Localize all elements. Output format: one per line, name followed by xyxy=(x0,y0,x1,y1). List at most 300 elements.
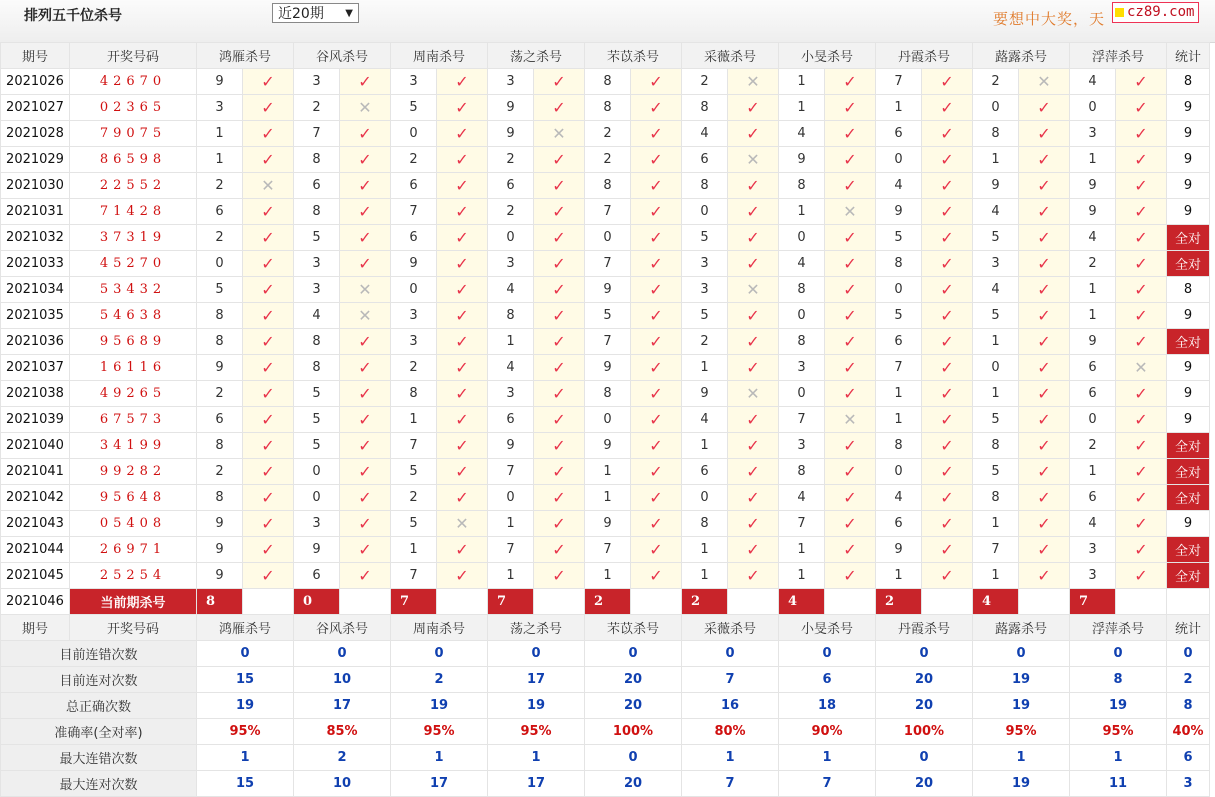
stat-value: 40% xyxy=(1167,719,1210,745)
check-icon: ✓ xyxy=(552,176,566,195)
draw-number-cell xyxy=(70,303,197,329)
check-icon: ✓ xyxy=(1037,176,1051,195)
kill-number: 4 xyxy=(876,173,922,199)
check-icon: ✓ xyxy=(843,436,857,455)
kill-number: 9 xyxy=(391,251,437,277)
result-cell xyxy=(534,563,585,589)
empty-cell xyxy=(534,589,585,615)
check-icon: ✓ xyxy=(843,384,857,403)
kill-number: 1 xyxy=(585,485,631,511)
column-header: 浮萍杀号 xyxy=(1070,615,1167,641)
kill-number: 0 xyxy=(682,199,728,225)
draw-number-cell xyxy=(70,173,197,199)
result-cell xyxy=(631,381,682,407)
period-cell: 2021027 xyxy=(1,95,70,121)
result-cell xyxy=(825,459,876,485)
kill-number: 5 xyxy=(391,95,437,121)
kill-number: 3 xyxy=(488,69,534,95)
stat-value: 3 xyxy=(1167,771,1210,797)
kill-number: 8 xyxy=(197,303,243,329)
result-cell xyxy=(825,563,876,589)
check-icon: ✓ xyxy=(1134,384,1148,403)
result-cell xyxy=(437,537,488,563)
result-cell xyxy=(1116,459,1167,485)
kill-number: 9 xyxy=(488,433,534,459)
table-row xyxy=(1,537,1210,563)
check-icon: ✓ xyxy=(358,150,372,169)
result-cell xyxy=(922,121,973,147)
table-row xyxy=(1,511,1210,537)
kill-number: 0 xyxy=(197,251,243,277)
check-icon: ✓ xyxy=(1037,514,1051,533)
empty-cell xyxy=(922,589,973,615)
kill-number: 1 xyxy=(876,95,922,121)
stat-value: 10 xyxy=(294,771,391,797)
check-icon: ✓ xyxy=(261,436,275,455)
table-row xyxy=(1,355,1210,381)
kill-number: 3 xyxy=(391,303,437,329)
result-cell xyxy=(1116,225,1167,251)
result-cell xyxy=(437,277,488,303)
correct-count-cell: 全对 xyxy=(1167,537,1210,563)
result-cell xyxy=(437,485,488,511)
stat-value: 19 xyxy=(197,693,294,719)
check-icon: ✓ xyxy=(1134,228,1148,247)
result-cell xyxy=(631,95,682,121)
period-cell: 2021034 xyxy=(1,277,70,303)
result-cell xyxy=(1019,459,1070,485)
result-cell xyxy=(340,147,391,173)
stat-value: 16 xyxy=(682,693,779,719)
stat-value: 19 xyxy=(488,693,585,719)
correct-count-cell: 全对 xyxy=(1167,433,1210,459)
draw-number-cell xyxy=(70,537,197,563)
kill-number: 6 xyxy=(197,407,243,433)
kill-number: 3 xyxy=(973,251,1019,277)
result-cell xyxy=(728,329,779,355)
check-icon: ✓ xyxy=(843,514,857,533)
kill-number: 0 xyxy=(876,277,922,303)
kill-number: 8 xyxy=(876,251,922,277)
result-cell xyxy=(1116,511,1167,537)
kill-number: 8 xyxy=(779,173,825,199)
check-icon: ✓ xyxy=(649,254,663,273)
table-row xyxy=(1,199,1210,225)
current-kill-number: 7 xyxy=(1070,589,1116,615)
stats-row xyxy=(1,667,1210,693)
kill-number: 6 xyxy=(391,225,437,251)
result-cell xyxy=(437,121,488,147)
check-icon: ✓ xyxy=(455,228,469,247)
result-cell xyxy=(534,69,585,95)
check-icon: ✓ xyxy=(1134,254,1148,273)
check-icon: ✓ xyxy=(843,280,857,299)
check-icon: ✓ xyxy=(552,358,566,377)
result-cell xyxy=(437,329,488,355)
current-kill-number: 4 xyxy=(973,589,1019,615)
check-icon: ✓ xyxy=(1134,488,1148,507)
result-cell xyxy=(728,95,779,121)
column-header: 浮萍杀号 xyxy=(1070,43,1167,69)
stat-label: 目前连对次数 xyxy=(1,667,197,693)
check-icon: ✓ xyxy=(455,384,469,403)
column-header: 谷风杀号 xyxy=(294,615,391,641)
period-cell: 2021030 xyxy=(1,173,70,199)
stat-value: 95% xyxy=(488,719,585,745)
result-cell xyxy=(437,147,488,173)
correct-count-cell: 9 xyxy=(1167,511,1210,537)
stat-value: 1 xyxy=(391,745,488,771)
check-icon: ✓ xyxy=(843,176,857,195)
result-cell xyxy=(825,407,876,433)
correct-count-cell: 全对 xyxy=(1167,563,1210,589)
result-cell xyxy=(340,69,391,95)
check-icon: ✓ xyxy=(649,280,663,299)
column-header: 荡之杀号 xyxy=(488,43,585,69)
kill-number: 5 xyxy=(391,459,437,485)
result-cell xyxy=(631,433,682,459)
check-icon: ✓ xyxy=(358,488,372,507)
site-logo[interactable] xyxy=(1112,2,1199,23)
stat-value: 0 xyxy=(585,745,682,771)
kill-number: 5 xyxy=(876,225,922,251)
kill-number: 4 xyxy=(488,355,534,381)
column-header: 采薇杀号 xyxy=(682,615,779,641)
check-icon: ✓ xyxy=(358,124,372,143)
check-icon: ✓ xyxy=(746,124,760,143)
kill-number: 5 xyxy=(294,433,340,459)
stats-row xyxy=(1,693,1210,719)
stat-value: 11 xyxy=(1070,771,1167,797)
stat-value: 1 xyxy=(779,745,876,771)
check-icon: ✓ xyxy=(455,280,469,299)
result-cell xyxy=(631,69,682,95)
stat-value: 20 xyxy=(876,771,973,797)
draw-number-cell xyxy=(70,381,197,407)
kill-number: 7 xyxy=(294,121,340,147)
result-cell xyxy=(825,329,876,355)
check-icon: ✓ xyxy=(940,332,954,351)
column-header: 小旻杀号 xyxy=(779,43,876,69)
kill-number: 3 xyxy=(294,277,340,303)
check-icon: ✓ xyxy=(261,332,275,351)
kill-number: 1 xyxy=(391,537,437,563)
check-icon: ✓ xyxy=(843,566,857,585)
result-cell xyxy=(922,511,973,537)
stat-value: 7 xyxy=(682,771,779,797)
correct-count-cell: 9 xyxy=(1167,199,1210,225)
table-row xyxy=(1,251,1210,277)
result-cell xyxy=(1019,511,1070,537)
period-cell: 2021026 xyxy=(1,69,70,95)
draw-number-cell xyxy=(70,407,197,433)
check-icon: ✓ xyxy=(261,566,275,585)
draw-number-cell xyxy=(70,121,197,147)
period-cell: 2021040 xyxy=(1,433,70,459)
result-cell xyxy=(1019,147,1070,173)
result-cell xyxy=(631,303,682,329)
check-icon: ✓ xyxy=(1134,124,1148,143)
kill-number: 1 xyxy=(876,381,922,407)
result-cell xyxy=(340,459,391,485)
check-icon: ✓ xyxy=(649,306,663,325)
result-cell xyxy=(340,407,391,433)
kill-number: 3 xyxy=(1070,121,1116,147)
kill-number: 5 xyxy=(876,303,922,329)
kill-number: 9 xyxy=(1070,199,1116,225)
correct-count-cell: 全对 xyxy=(1167,251,1210,277)
draw-number: 49265 xyxy=(99,386,167,401)
table-row xyxy=(1,407,1210,433)
kill-number: 4 xyxy=(488,277,534,303)
check-icon: ✓ xyxy=(1037,540,1051,559)
result-cell xyxy=(534,225,585,251)
top-header-row xyxy=(1,43,1210,69)
logo-square-icon xyxy=(1115,8,1124,17)
draw-number: 79075 xyxy=(99,126,167,141)
kill-number: 4 xyxy=(682,407,728,433)
result-cell xyxy=(922,329,973,355)
empty-cell xyxy=(340,589,391,615)
kill-number: 8 xyxy=(585,95,631,121)
kill-number: 2 xyxy=(585,121,631,147)
empty-cell xyxy=(437,589,488,615)
check-icon: ✓ xyxy=(1134,202,1148,221)
draw-number-cell xyxy=(70,147,197,173)
check-icon: ✓ xyxy=(940,72,954,91)
correct-count-cell: 全对 xyxy=(1167,485,1210,511)
column-header: 期号 xyxy=(1,43,70,69)
period-cell: 2021038 xyxy=(1,381,70,407)
result-cell xyxy=(1019,277,1070,303)
check-icon: ✓ xyxy=(1037,98,1051,117)
result-cell xyxy=(1019,537,1070,563)
result-cell xyxy=(340,329,391,355)
result-cell xyxy=(825,173,876,199)
check-icon: ✓ xyxy=(358,410,372,429)
empty-cell xyxy=(1019,589,1070,615)
result-cell xyxy=(437,381,488,407)
result-cell xyxy=(728,277,779,303)
result-cell xyxy=(1019,433,1070,459)
stat-value: 2 xyxy=(294,745,391,771)
check-icon: ✓ xyxy=(940,358,954,377)
check-icon: ✓ xyxy=(261,514,275,533)
check-icon: ✓ xyxy=(940,306,954,325)
result-cell xyxy=(825,433,876,459)
stat-value: 19 xyxy=(973,771,1070,797)
kill-number: 1 xyxy=(197,147,243,173)
check-icon: ✓ xyxy=(843,228,857,247)
draw-number: 34199 xyxy=(99,438,167,453)
check-icon: ✓ xyxy=(649,228,663,247)
table-row xyxy=(1,69,1210,95)
kill-number: 9 xyxy=(197,537,243,563)
result-cell xyxy=(825,381,876,407)
result-cell xyxy=(534,147,585,173)
kill-number: 3 xyxy=(294,511,340,537)
result-cell xyxy=(631,563,682,589)
result-cell xyxy=(243,537,294,563)
stat-value: 90% xyxy=(779,719,876,745)
result-cell xyxy=(922,225,973,251)
result-cell xyxy=(437,511,488,537)
check-icon: ✓ xyxy=(649,566,663,585)
kill-number: 8 xyxy=(197,329,243,355)
result-cell xyxy=(1116,329,1167,355)
result-cell xyxy=(825,225,876,251)
kill-number: 3 xyxy=(197,95,243,121)
stat-value: 0 xyxy=(1070,641,1167,667)
kill-number: 5 xyxy=(682,303,728,329)
current-kill-number: 2 xyxy=(682,589,728,615)
stat-value: 6 xyxy=(779,667,876,693)
check-icon: ✓ xyxy=(455,202,469,221)
kill-number: 7 xyxy=(391,433,437,459)
check-icon: ✓ xyxy=(746,488,760,507)
kill-number: 0 xyxy=(585,225,631,251)
result-cell xyxy=(243,199,294,225)
kill-number: 9 xyxy=(585,277,631,303)
check-icon: ✓ xyxy=(843,124,857,143)
table-row xyxy=(1,173,1210,199)
check-icon: ✓ xyxy=(649,436,663,455)
result-cell xyxy=(922,173,973,199)
result-cell xyxy=(534,407,585,433)
result-cell xyxy=(340,563,391,589)
stat-value: 0 xyxy=(779,641,876,667)
result-cell xyxy=(728,485,779,511)
result-cell xyxy=(437,433,488,459)
cross-icon: ✕ xyxy=(746,150,760,169)
check-icon: ✓ xyxy=(455,436,469,455)
draw-number: 86598 xyxy=(99,152,167,167)
correct-count-cell: 9 xyxy=(1167,95,1210,121)
check-icon: ✓ xyxy=(552,98,566,117)
stat-value: 0 xyxy=(973,641,1070,667)
check-icon: ✓ xyxy=(649,98,663,117)
kill-number: 5 xyxy=(682,225,728,251)
check-icon: ✓ xyxy=(940,462,954,481)
stat-label: 最大连错次数 xyxy=(1,745,197,771)
result-cell xyxy=(1116,69,1167,95)
result-cell xyxy=(825,69,876,95)
result-cell xyxy=(631,251,682,277)
stat-value: 7 xyxy=(682,667,779,693)
column-header: 小旻杀号 xyxy=(779,615,876,641)
stat-value: 10 xyxy=(294,667,391,693)
check-icon: ✓ xyxy=(940,176,954,195)
kill-number: 2 xyxy=(391,147,437,173)
result-cell xyxy=(631,355,682,381)
table-row xyxy=(1,329,1210,355)
result-cell xyxy=(437,355,488,381)
stat-value: 20 xyxy=(585,693,682,719)
result-cell xyxy=(340,433,391,459)
check-icon: ✓ xyxy=(1037,254,1051,273)
result-cell xyxy=(534,95,585,121)
result-cell xyxy=(922,199,973,225)
kill-number: 4 xyxy=(1070,511,1116,537)
table-row xyxy=(1,563,1210,589)
result-cell xyxy=(631,459,682,485)
check-icon: ✓ xyxy=(940,150,954,169)
check-icon: ✓ xyxy=(649,462,663,481)
result-cell xyxy=(534,433,585,459)
check-icon: ✓ xyxy=(746,254,760,273)
check-icon: ✓ xyxy=(1134,462,1148,481)
empty-cell xyxy=(631,589,682,615)
check-icon: ✓ xyxy=(358,254,372,273)
column-header: 芣苡杀号 xyxy=(585,43,682,69)
period-select[interactable] xyxy=(272,3,359,23)
current-kill-number: 2 xyxy=(585,589,631,615)
kill-number: 2 xyxy=(391,355,437,381)
kill-number: 4 xyxy=(779,485,825,511)
kill-number: 3 xyxy=(1070,537,1116,563)
kill-number: 9 xyxy=(1070,173,1116,199)
period-cell: 2021036 xyxy=(1,329,70,355)
result-cell xyxy=(728,199,779,225)
result-cell xyxy=(728,121,779,147)
kill-number: 8 xyxy=(294,355,340,381)
kill-number: 2 xyxy=(197,459,243,485)
check-icon: ✓ xyxy=(1037,384,1051,403)
column-header: 开奖号码 xyxy=(70,43,197,69)
result-cell xyxy=(437,199,488,225)
result-cell xyxy=(728,511,779,537)
kill-number: 6 xyxy=(682,459,728,485)
table-row xyxy=(1,303,1210,329)
cross-icon: ✕ xyxy=(358,306,372,325)
stats-row xyxy=(1,719,1210,745)
current-kill-number: 0 xyxy=(294,589,340,615)
result-cell xyxy=(437,225,488,251)
result-cell xyxy=(825,277,876,303)
check-icon: ✓ xyxy=(455,124,469,143)
kill-number-table xyxy=(0,42,1210,797)
result-cell xyxy=(825,121,876,147)
check-icon: ✓ xyxy=(1037,306,1051,325)
result-cell xyxy=(825,511,876,537)
result-cell xyxy=(243,355,294,381)
result-cell xyxy=(922,251,973,277)
stat-value: 2 xyxy=(391,667,488,693)
result-cell xyxy=(243,485,294,511)
kill-number: 1 xyxy=(779,69,825,95)
result-cell xyxy=(534,511,585,537)
kill-number: 5 xyxy=(197,277,243,303)
check-icon: ✓ xyxy=(358,540,372,559)
result-cell xyxy=(340,95,391,121)
kill-number: 0 xyxy=(585,407,631,433)
result-cell xyxy=(922,277,973,303)
kill-number: 3 xyxy=(294,251,340,277)
cross-icon: ✕ xyxy=(358,280,372,299)
correct-count-cell: 8 xyxy=(1167,277,1210,303)
check-icon: ✓ xyxy=(261,280,275,299)
kill-number: 8 xyxy=(973,121,1019,147)
current-kill-number: 7 xyxy=(391,589,437,615)
result-cell xyxy=(340,355,391,381)
result-cell xyxy=(631,173,682,199)
result-cell xyxy=(1116,303,1167,329)
check-icon: ✓ xyxy=(940,540,954,559)
result-cell xyxy=(340,511,391,537)
result-cell xyxy=(437,407,488,433)
result-cell xyxy=(340,381,391,407)
stat-value: 95% xyxy=(197,719,294,745)
